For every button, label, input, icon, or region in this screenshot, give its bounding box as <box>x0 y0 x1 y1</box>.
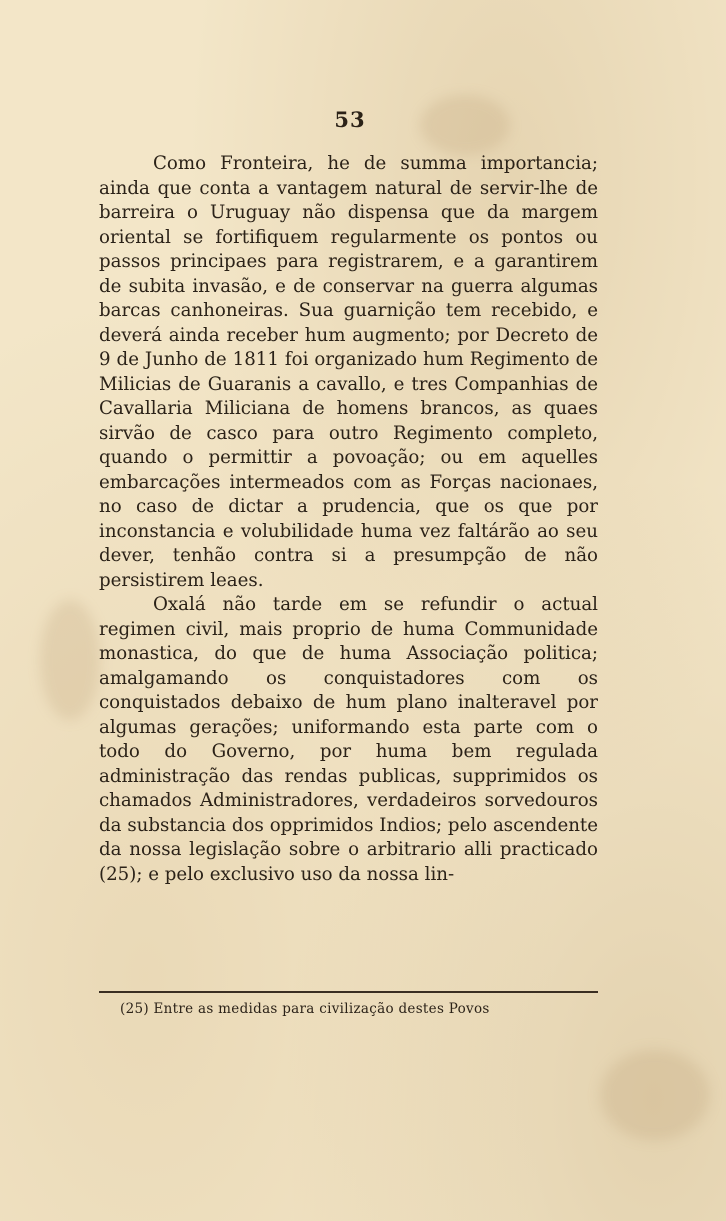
paper-stain <box>600 1050 710 1140</box>
footnote-divider <box>99 991 598 993</box>
body-text <box>99 152 598 887</box>
paper-stain <box>40 600 100 720</box>
paragraph-fronteira: Como Fronteira, he de summa importancia; ainda que conta a vantagem natural de servir-lhe de barreira o Uruguay não dispensa que da margem oriental se fortifiquem regularmente os pontos ou passos principaes para registrarem, e a garantirem de subita invasão, e de conservar na guerra algumas barcas canhoneiras. Sua guarnição tem recebido, e deverá ainda receber hum augmento; por Decreto de 9 de Junho de 1811 foi organizado hum Regimento de Milicias de Guaranis a cavallo, e tres Companhias de Cavallaria Miliciana de homens brancos, as quaes sirvão de casco para outro Regimento completo, quando o permittir a povoação; ou em aquelles embarcações intermeados com as Forças nacionaes, no caso de dictar a prudencia, que os que por inconstancia e volubilidade huma vez faltárão ao seu dever, tenhão contra si a presumpção de não persistirem leaes. <box>99 153 598 591</box>
page-number: 53 <box>334 107 366 132</box>
paragraph-regimen-civil: Oxalá não tarde em se refundir o actual regimen civil, mais proprio de huma Communidade monastica, do que de huma Associação politica; amalgamando os conquistadores com os conquistados debaixo de hum plano inalteravel por algumas gerações; uniformando esta parte com o todo do Governo, por huma bem regulada administração das rendas publicas, supprimidos os chamados Administradores, verdadeiros sorvedouros da substancia dos opprimidos Indios; pelo ascendente da nossa legislação sobre o arbitrario alli practicado (25); e pelo exclusivo uso da nossa lin- <box>99 594 598 885</box>
footnote: (25) Entre as medidas para civilização destes Povos <box>120 1001 490 1017</box>
